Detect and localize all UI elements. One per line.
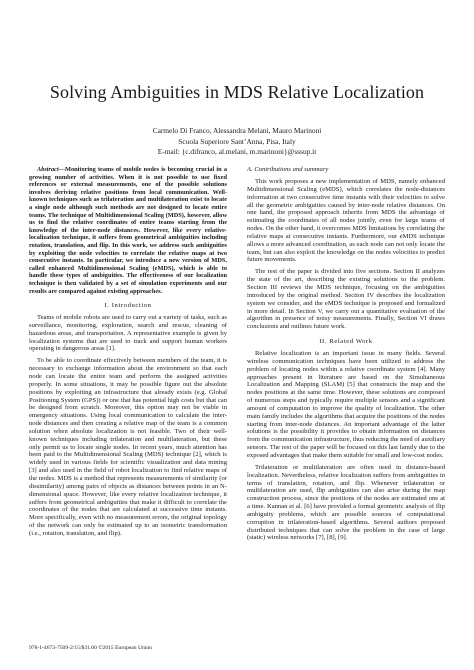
intro-paragraph-2: To be able to coordinate effectively between members of the team, it is necessary to exchange information about the environment so that each node can locate the entire team and perform the assigned activities properly. In some situations, it may be possible figure out the absolute positions by exploiting an infrastructure that already exists (e.g. Global Positioning System (GPS)) or one that has potential high costs but that can be designed from scratch. Moreover, this option may not be viable in emergency situations. Using local communication to calculate the inter-node distances and then creating a relative map of the team is a common solution when absolute localization is not feasible. Two of their well-known techniques including trilateration and multilateration, but these only permit us to locate single nodes. In recent years, much attention has been paid to the Multidimensional Scaling (MDS) technique [2], which is widely used in various fields for scientific visualization and data mining [3] and also used in the field of robot localization to find relative maps of the nodes. MDS is a method that represents measurements of similarity (or dissimilarity) among pairs of objects as distances between points in an N-dimensional space. However, like every relative localization technique, it suffers from geometrical ambiguities that make it difficult to correlate the coordinates of the nodes that are calculated at successive time instants. More specifically, even with no measurement errors, the original topology of the network can only be estimated up to an isometric transformation (i.e., rotation, translation, and flip). (29, 357, 227, 537)
author-block (20, 126, 454, 158)
intro-paragraph-1: Teams of mobile robots are used to carry out a variety of tasks, such as surveillance, monitoring, exploration, search and rescue, cleaning of hazardous areas, and transportation. A representative example is given by localization systems that are used to track and support human workers operating in dangerous areas [1]. (29, 314, 227, 353)
left-column (29, 166, 227, 638)
summary-paragraph: The rest of the paper is divided into five sections. Section II analyzes the state of the art, describing the existing solutions to the problem. Section III reviews the MDS technique, focusing on the ambiguities introduced by the original method. Section IV describes the localization system we consider, and the eMDS technique is proposed and formalized in more detail. In Section V, we carry out a quantitative evaluation of the algorithm in presence of noisy measurements. Finally, Section VI draws conclusions and outlines future work. (247, 268, 445, 331)
right-column (247, 166, 445, 638)
author-affiliation: Scuola Superiore Sant’Anna, Pisa, Italy (178, 136, 296, 146)
copyright-footer: 978-1-4673-7509-2/15/$31.00 ©2015 European Union (29, 645, 152, 651)
abstract (29, 166, 227, 295)
author-email: E-mail: {c.difranco, al.melani, m.marinoni}@sssup.it (157, 147, 317, 157)
section-heading-introduction: I. Introduction (104, 302, 152, 310)
contributions-paragraph: This work proposes a new implementation of MDS, namely enhanced Multidimensional Scaling (eMDS), which correlates the node-distances information at two consecutive time instants with their velocities to solve all the geometric ambiguities caused by inter-node relative distances. On one hand, the proposed approach inherits from MDS the advantage of estimating the coordinates of all nodes jointly, even for large teams of nodes. On the other hand, it overcomes MDS limitations by correlating the relative maps at consecutive instants. Furthermore, our eMDS technique allows a more advanced coordination, as each node can not only locate the team, but can also exploit the knowledge on the nodes velocities to predict future movements. (247, 178, 445, 264)
subsection-heading-contributions: A. Contributions and summary (247, 166, 329, 173)
abstract-text: —Monitoring teams of mobile nodes is becoming crucial in a growing number of activities. When it is not possible to use fixed references or external measurements, one of the possible solutions involves deriving relative positions from local communication. Well-known techniques such as trilateration and multilateration exist to locate a single node although such methods are not designed to locate entire teams. The technique of Multidimensional Scaling (MDS), however, allow us to find the relative coordinates of entire teams starting from the knowledge of the inter-node distances. However, like every relative-localization technique, it suffers from geometrical ambiguities including rotation, translation, and flip. In this work, we address such ambiguities by exploiting the node velocities to correlate the relative maps at two consecutive instants. In particular, we introduce a new version of MDS, called enhanced Multidimensional Scaling (eMDS), which is able to handle these types of ambiguities. The effectiveness of our localization technique is then validated by a set of simulation experiments and our results are compared against existing approaches. (29, 166, 227, 295)
related-work-paragraph-2: Trilateration or multilateration are often used in distance-based localization. Nevertheless, relative localization suffers from ambiguities in terms of translation, rotation, and flip. Whenever trilateration or multilateration are used, flip ambiguities can also arise during the map construction process, since the positions of the nodes are estimated one at a time. Kannan et al. [6] have provided a formal geometric analysis of flip ambiguity problems, which are possible sources of computational corruption in trilateration-based algorithms. Several authors proposed distributed techniques that can solve the problem in the case of large (static) wireless networks [7], [8], [9]. (247, 463, 445, 542)
related-work-paragraph-1: Relative localization is an important issue in many fields. Several wireless communication techniques have been utilized to address the problem of locating nodes within a relative coordinate system [4]. Many approaches present in literature are based on the Simultaneous Localization and Mapping (SLAM) [5] that constructs the map and the nodes positions at the same time. However, these solutions are composed of numerous steps and typically require multiple sensors and a significant amount of computation to improve the quality of localization. The other main family includes the algorithms that acquire the positions of the nodes starting from inter-node distances. An important advantage of the latter solutions is the possibility it provides to obtain information on distances from the communication infrastructure, thus reducing the need of auxiliary sensors. The rest of the paper will be focused on this last family due to the exposed advantages that make them suitable for small and low-cost nodes. (247, 350, 445, 459)
abstract-label: Abstract (37, 166, 59, 173)
author-names: Carmelo Di Franco, Alessandra Melani, Mauro Marinoni (152, 126, 322, 135)
section-heading-related-work: II. Related Work (319, 338, 373, 346)
abstract-paragraph (29, 166, 227, 295)
paper-title: Solving Ambiguities in MDS Relative Localization (49, 82, 425, 102)
